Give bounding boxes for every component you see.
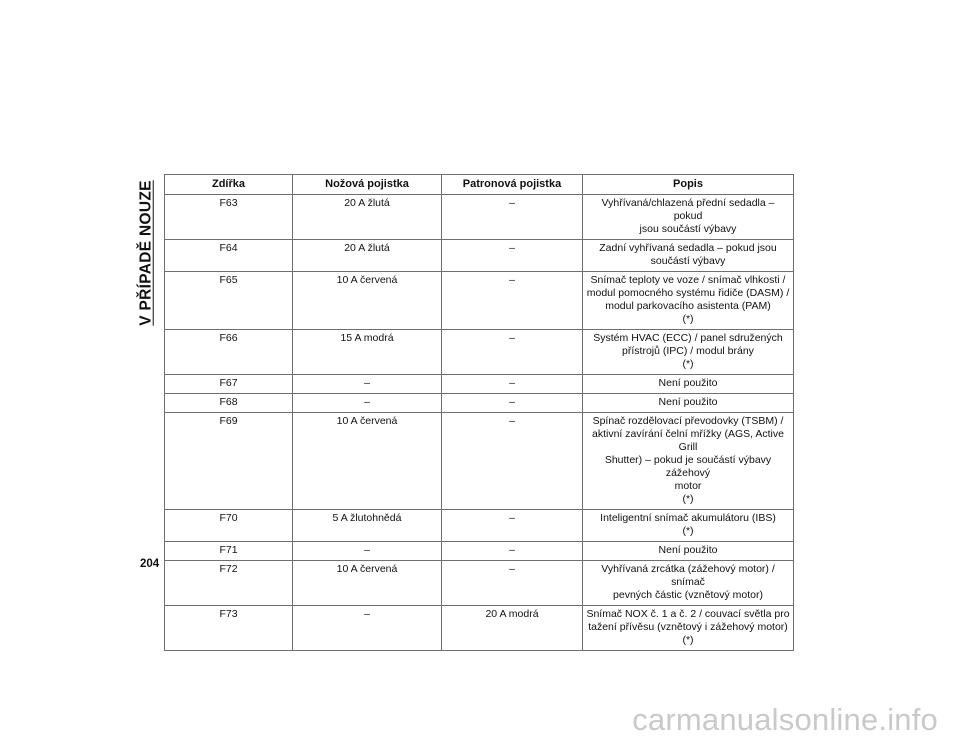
description-line: Vyhřívaná/chlazená přední sedadla – pokud <box>601 197 775 222</box>
section-side-title <box>136 172 158 334</box>
page-number: 204 <box>140 558 160 570</box>
cell-slot: F71 <box>165 542 293 561</box>
description-line: aktivní zavírání čelní mřížky (AGS, Active Grill <box>592 428 784 453</box>
cell-cartridge-fuse: 20 A modrá <box>442 606 583 651</box>
cell-slot: F64 <box>165 240 293 272</box>
cell-description <box>583 606 794 651</box>
cell-slot: F70 <box>165 510 293 542</box>
description-line: Systém HVAC (ECC) / panel sdružených <box>593 332 783 344</box>
section-side-title-text: V PŘÍPADĚ NOUZE <box>138 180 156 326</box>
header-description: Popis <box>583 175 794 195</box>
description-line: Shutter) – pokud je součástí výbavy zážehový <box>604 454 772 479</box>
cell-blade-fuse: 10 A červená <box>293 561 442 606</box>
description-line: modul parkovacího asistenta (PAM) <box>605 300 771 312</box>
description-line: Snímač teploty ve voze / snímač vlhkosti / <box>590 274 786 286</box>
table-row <box>165 272 794 330</box>
table-row <box>165 542 794 561</box>
table-row <box>165 330 794 375</box>
cell-description <box>583 195 794 240</box>
cell-description <box>583 375 794 394</box>
cell-description <box>583 542 794 561</box>
cell-description <box>583 413 794 510</box>
header-slot: Zdířka <box>165 175 293 195</box>
header-cartridge-fuse: Patronová pojistka <box>442 175 583 195</box>
cell-blade-fuse: 10 A červená <box>293 272 442 330</box>
cell-description <box>583 240 794 272</box>
description-line: součástí výbavy <box>650 255 726 267</box>
cell-description <box>583 330 794 375</box>
description-line: Není použito <box>658 544 718 556</box>
description-line: jsou součástí výbavy <box>639 223 737 235</box>
cell-description <box>583 510 794 542</box>
cell-slot: F73 <box>165 606 293 651</box>
description-line: Snímač NOX č. 1 a č. 2 / couvací světla pro <box>586 608 790 620</box>
cell-slot: F63 <box>165 195 293 240</box>
cell-blade-fuse: 5 A žlutohnědá <box>293 510 442 542</box>
description-line: (*) <box>682 313 694 325</box>
description-line: (*) <box>682 493 694 505</box>
cell-cartridge-fuse: – <box>442 413 583 510</box>
description-line: Není použito <box>658 377 718 389</box>
cell-slot: F72 <box>165 561 293 606</box>
cell-cartridge-fuse: – <box>442 394 583 413</box>
table-row <box>165 561 794 606</box>
table-row <box>165 606 794 651</box>
description-line: (*) <box>682 358 694 370</box>
table-header-row <box>165 175 794 195</box>
description-line: motor <box>674 480 702 492</box>
description-line: Není použito <box>658 396 718 408</box>
cell-cartridge-fuse: – <box>442 561 583 606</box>
cell-slot: F67 <box>165 375 293 394</box>
cell-blade-fuse: – <box>293 542 442 561</box>
description-line: Zadní vyhřívaná sedadla – pokud jsou <box>599 242 777 254</box>
cell-blade-fuse: – <box>293 606 442 651</box>
table-row <box>165 413 794 510</box>
description-line: modul pomocného systému řidiče (DASM) / <box>586 287 790 299</box>
cell-blade-fuse: 15 A modrá <box>293 330 442 375</box>
description-line: Spínač rozdělovací převodovky (TSBM) / <box>592 415 784 427</box>
fuse-table <box>164 174 794 651</box>
description-line: (*) <box>682 525 694 537</box>
description-line: Inteligentní snímač akumulátoru (IBS) <box>600 512 776 524</box>
cell-blade-fuse: – <box>293 375 442 394</box>
table-row <box>165 195 794 240</box>
header-blade-fuse: Nožová pojistka <box>293 175 442 195</box>
cell-blade-fuse: 20 A žlutá <box>293 195 442 240</box>
description-line: Vyhřívaná zrcátka (zážehový motor) / snímač <box>601 563 775 588</box>
cell-cartridge-fuse: – <box>442 272 583 330</box>
cell-cartridge-fuse: – <box>442 375 583 394</box>
watermark: carmanualsonline.info <box>632 702 938 737</box>
cell-slot: F66 <box>165 330 293 375</box>
description-line: tažení přívěsu (vznětový i zážehový motor) <box>588 621 788 633</box>
table-row <box>165 394 794 413</box>
table-row <box>165 240 794 272</box>
cell-description <box>583 561 794 606</box>
fuse-table-body <box>165 195 794 651</box>
cell-cartridge-fuse: – <box>442 542 583 561</box>
cell-cartridge-fuse: – <box>442 510 583 542</box>
cell-slot: F65 <box>165 272 293 330</box>
description-line: (*) <box>682 634 694 646</box>
cell-blade-fuse: 20 A žlutá <box>293 240 442 272</box>
cell-cartridge-fuse: – <box>442 330 583 375</box>
cell-slot: F68 <box>165 394 293 413</box>
cell-description <box>583 394 794 413</box>
table-row <box>165 510 794 542</box>
cell-cartridge-fuse: – <box>442 240 583 272</box>
table-row <box>165 375 794 394</box>
cell-description <box>583 272 794 330</box>
cell-cartridge-fuse: – <box>442 195 583 240</box>
description-line: pevných částic (vznětový motor) <box>613 589 763 601</box>
description-line: přístrojů (IPC) / modul brány <box>622 345 754 357</box>
cell-slot: F69 <box>165 413 293 510</box>
cell-blade-fuse: 10 A červená <box>293 413 442 510</box>
cell-blade-fuse: – <box>293 394 442 413</box>
